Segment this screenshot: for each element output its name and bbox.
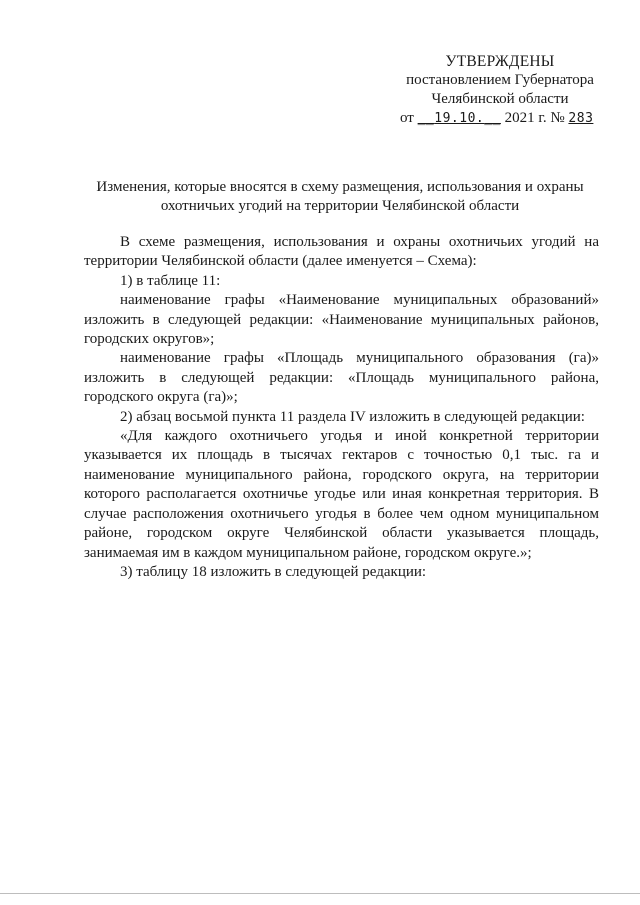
- approval-date-line: [380, 109, 620, 128]
- decree-number: 283: [568, 111, 594, 126]
- approval-region: Челябинской области: [431, 91, 569, 107]
- paragraph-intro: В схеме размещения, использования и охраны охотничьих угодий на территории Челябинской области (далее именуется – Схема):: [84, 234, 599, 270]
- paragraph-item-3: 3) таблицу 18 изложить в следующей редакции:: [120, 563, 427, 580]
- heading-line-1: Изменения, которые вносятся в схему размещения, использования и охраны: [96, 179, 584, 195]
- page-bottom-rule: [0, 893, 640, 894]
- paragraph-item-1: 1) в таблице 11:: [120, 272, 221, 289]
- paragraph-rename-column-1: наименование графы «Наименование муниципальных образований» изложить в следующей редакции: «Наименование муниципальных районов, городских округов»;: [84, 292, 599, 348]
- approval-authority: постановлением Губернатора: [406, 72, 594, 88]
- paragraph-quote: «Для каждого охотничьего угодья и иной конкретной территории указывается их площадь в тысячах гектаров с точностью 0,1 тыс. га и наименование муниципального района, городского округа, на территории которого располагается охотничье угодье или иная конкретная территория. В случае расположения охотничьего угодья в более чем одном муниципальном районе, городском округе Челябинской области указывается площадь, занимаемая им в каждом муниципальном районе, городском округе.»;: [84, 428, 599, 561]
- approval-title: УТВЕРЖДЕНЫ: [445, 53, 555, 70]
- approval-stamp: [380, 52, 620, 128]
- document-heading: [80, 178, 600, 216]
- document-body: [84, 233, 599, 582]
- paragraph-rename-column-2: наименование графы «Площадь муниципального образования (га)» изложить в следующей редакции: «Площадь муниципального района, городского округа (га)»;: [84, 350, 599, 406]
- date-value: __19.10.__: [417, 111, 501, 126]
- date-prefix: от: [400, 110, 414, 126]
- heading-line-2: охотничьих угодий на территории Челябинской области: [160, 198, 520, 214]
- paragraph-item-2: 2) абзац восьмой пункта 11 раздела IV изложить в следующей редакции:: [120, 408, 585, 425]
- year-number-label: 2021 г. №: [504, 110, 565, 126]
